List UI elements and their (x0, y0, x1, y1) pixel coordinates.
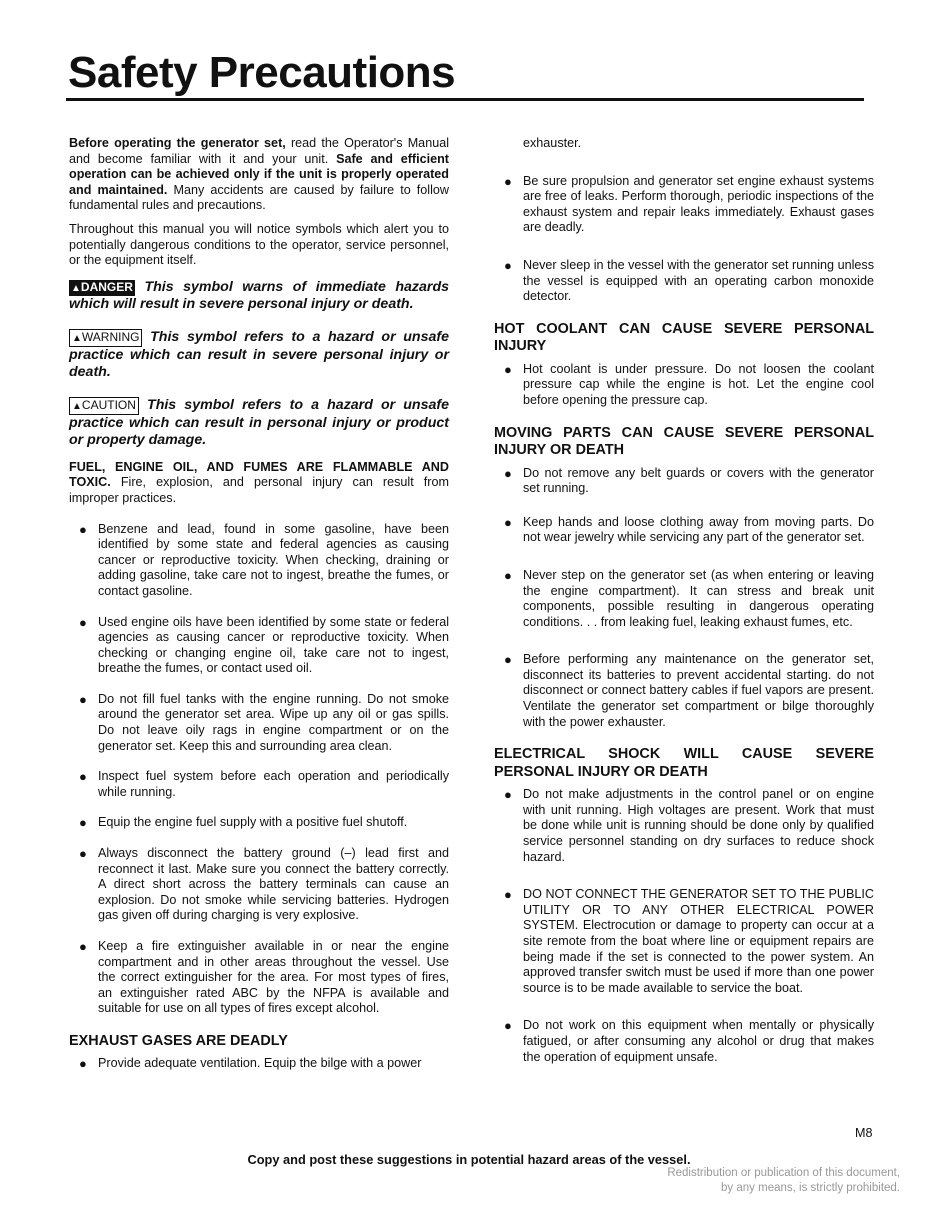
coolant-list (494, 362, 874, 409)
list-item: ● Used engine oils have been identified by some state or federal agencies as causing cancer or reproductive toxicity. When checking or changing engine oil, take care not to ingest, breathe the fumes, or contact used oil. (79, 614, 449, 676)
warning-text: This symbol refers to a hazard or unsafe practice which can result in severe personal injury or death. (69, 328, 449, 381)
caution-badge: ▲CAUTION (69, 397, 139, 415)
right-column (494, 136, 874, 1065)
electrical-list (494, 787, 874, 1065)
caution-notice (69, 397, 449, 450)
list-item: ● Do not make adjustments in the control panel or on engine with unit running. High voltages are present. Work that must be done while unit is running should be done only by qualified service personnel standing on dry surfaces to reduce shock hazard. (504, 787, 874, 864)
left-column (69, 136, 449, 1072)
intro-paragraph (69, 136, 449, 214)
watermark-line-1: Redistribution or publication of this document, (667, 1167, 900, 1179)
footer-note: Copy and post these suggestions in potential hazard areas of the vessel. (247, 1152, 691, 1167)
list-item: ● Be sure propulsion and generator set engine exhaust systems are free of leaks. Perform thorough, periodic inspections of the exhaust system and repair leaks immediately. Exhaust gases are deadly. (504, 173, 874, 235)
symbols-paragraph: Throughout this manual you will notice symbols which alert you to potentially dangerous conditions to the operator, service personnel, or the equipment itself. (69, 221, 449, 268)
danger-notice (69, 279, 449, 314)
moving-list (494, 466, 874, 731)
exhaust-heading: EXHAUST GASES ARE DEADLY (69, 1032, 288, 1049)
danger-text: This symbol warns of immediate hazards which will result in severe personal injury or death. (69, 278, 449, 313)
intro-bold-2: Safe and efficient operation can be achieved only if the unit is properly operated and maintained. (69, 151, 449, 197)
caution-text: This symbol refers to a hazard or unsafe practice which can result in personal injury or product or property damage. (69, 396, 449, 449)
list-item: ● Benzene and lead, found in some gasoline, have been identified by some state and federal agencies as causing cancer or reproductive toxicity. When checking, draining or adding gasoline, take care not to ingest, breathe the fumes, or contact gasoline. (79, 521, 449, 598)
danger-badge: ▲DANGER (71, 279, 133, 294)
list-item: ● Never sleep in the vessel with the generator set running unless the vessel is equipped with an operating carbon monoxide detector. (504, 257, 874, 304)
list-item: ● Keep hands and loose clothing away from moving parts. Do not wear jewelry while servicing any part of the generator set. (504, 514, 874, 545)
electrical-heading: ELECTRICAL SHOCK WILL CAUSE SEVERE PERSONAL INJURY OR DEATH (494, 746, 874, 780)
fuel-list (69, 522, 449, 1017)
fuel-section (69, 460, 449, 507)
list-item: ● Never step on the generator set (as when entering or leaving the engine compartment). It can stress and break unit components, possible resulting in dangerous operating conditions. . . from leaking fuel, leaking exhaust fumes, etc. (504, 567, 874, 629)
list-item: ● Keep a fire extinguisher available in or near the engine compartment and in other areas throughout the vessel. Use the correct extinguisher for the area. For most types of fires, an extinguisher rated ABC by the NFPA is available and suitable for use on all types of fires except alcohol. (79, 939, 449, 1016)
moving-heading: MOVING PARTS CAN CAUSE SEVERE PERSONAL INJURY OR DEATH (494, 424, 874, 459)
list-item: ● Before performing any maintenance on the generator set, disconnect its batteries to prevent accidental starting. do not disconnect or connect battery cables if fuel vapors are present. Ventilate the generator set compartment or bilge thoroughly with the power exhauster. (504, 652, 874, 729)
list-item: ● Inspect fuel system before each operation and periodically while running. (79, 769, 449, 799)
watermark-line-2: by any means, is strictly prohibited. (721, 1182, 900, 1194)
exhaust-list-start (69, 1056, 449, 1072)
list-item: ● Provide adequate ventilation. Equip the bilge with a power (79, 1056, 422, 1072)
page-code: M8 (855, 1126, 873, 1140)
intro-text-1: read the Operator's Manual and become familiar with it and your unit. (69, 136, 449, 166)
intro-text-2: Many accidents are caused by failure to follow fundamental rules and precautions. (69, 182, 450, 213)
exhaust-list (494, 174, 874, 305)
list-item: ● Do not remove any belt guards or covers with the generator set running. (504, 465, 874, 496)
page-title: Safety Precautions (68, 48, 456, 97)
fuel-heading: FUEL, ENGINE OIL, AND FUMES ARE FLAMMABLE AND TOXIC. (69, 459, 449, 490)
list-item: ● Do not work on this equipment when mentally or physically fatigued, or after consuming any alcohol or drug that makes the operation of equipment unsafe. (504, 1018, 874, 1064)
intro-bold-1: Before operating the generator set, (69, 136, 286, 150)
list-item: ● Do not fill fuel tanks with the engine running. Do not smoke around the generator set area. Wipe up any oil or gas spills. Do not leave oily rags in engine compartment or on the generator set. Keep this and surrounding area clean. (79, 691, 449, 753)
fuel-lead: Fire, explosion, and personal injury can result from improper practices. (69, 475, 449, 505)
warning-triangle-icon: ▲ (71, 282, 81, 294)
title-rule (66, 98, 864, 101)
watermark (667, 1166, 900, 1196)
warning-notice (69, 329, 449, 382)
list-item: ● Always disconnect the battery ground (–) lead first and reconnect it last. Make sure you connect the battery correctly. A direct short across the battery terminals can cause an explosion. Do not smoke while servicing batteries. Hydrogen gas given off during charging is very explosive. (79, 846, 449, 923)
list-item: ● Hot coolant is under pressure. Do not loosen the coolant pressure cap while the engine is hot. Let the engine cool before opening the pressure cap. (504, 361, 874, 407)
warning-triangle-icon: ▲ (72, 332, 82, 344)
coolant-heading: HOT COOLANT CAN CAUSE SEVERE PERSONAL INJURY (494, 320, 874, 355)
warning-badge: ▲WARNING (69, 329, 142, 347)
exhaust-bullet-continued: exhauster. (523, 136, 582, 150)
warning-triangle-icon: ▲ (72, 400, 82, 412)
list-item: ● Equip the engine fuel supply with a positive fuel shutoff. (79, 815, 408, 831)
list-item: ● DO NOT CONNECT THE GENERATOR SET TO THE PUBLIC UTILITY OR TO ANY OTHER ELECTRICAL POWER SYSTEM. Electrocution or damage to property can occur at a site remote from the boat where line or equipment repairs are being made if the set is connected to the power system. An approved transfer switch must be used if more than one power source is to be made available to service the boat. (504, 887, 874, 995)
